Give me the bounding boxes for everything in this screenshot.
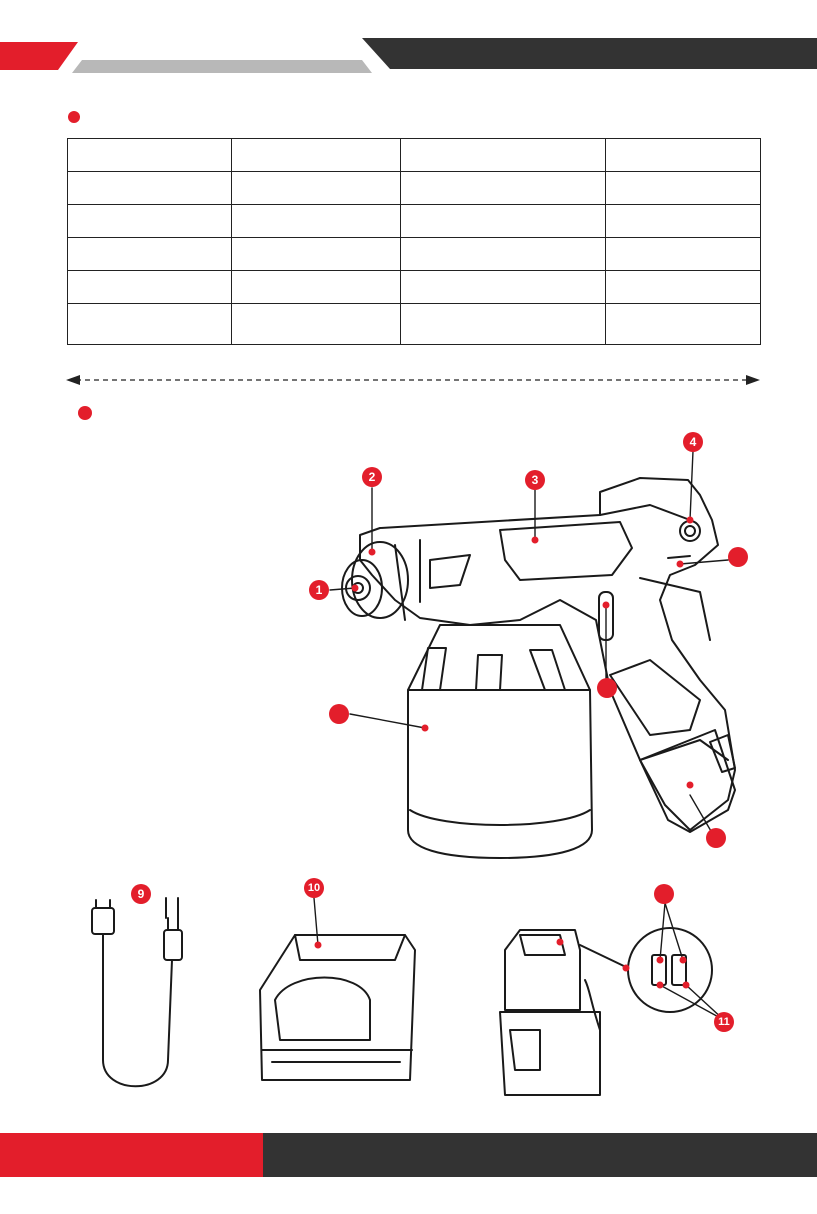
callout-6: [597, 678, 617, 698]
callout-1: 1: [309, 580, 329, 600]
battery-pack: [500, 930, 600, 1095]
footer-red-bar: [0, 1133, 263, 1177]
callout-10: 10: [304, 878, 324, 898]
gun-battery: [640, 730, 735, 832]
callout-7: [329, 704, 349, 724]
callout-8: [706, 828, 726, 848]
callout-5: [728, 547, 748, 567]
callout-2: 2: [362, 467, 382, 487]
callout-4: 4: [683, 432, 703, 452]
callout-3: 3: [525, 470, 545, 490]
paint-container: [408, 625, 592, 858]
charger: [260, 935, 415, 1080]
footer-dark-bar: [263, 1133, 817, 1177]
power-cord: [92, 898, 182, 1086]
battery-terminal-detail: [580, 928, 712, 1012]
callout-9: 9: [131, 884, 151, 904]
callout-12: [654, 884, 674, 904]
spray-gun-body: [360, 478, 735, 830]
callout-11: 11: [714, 1012, 734, 1032]
